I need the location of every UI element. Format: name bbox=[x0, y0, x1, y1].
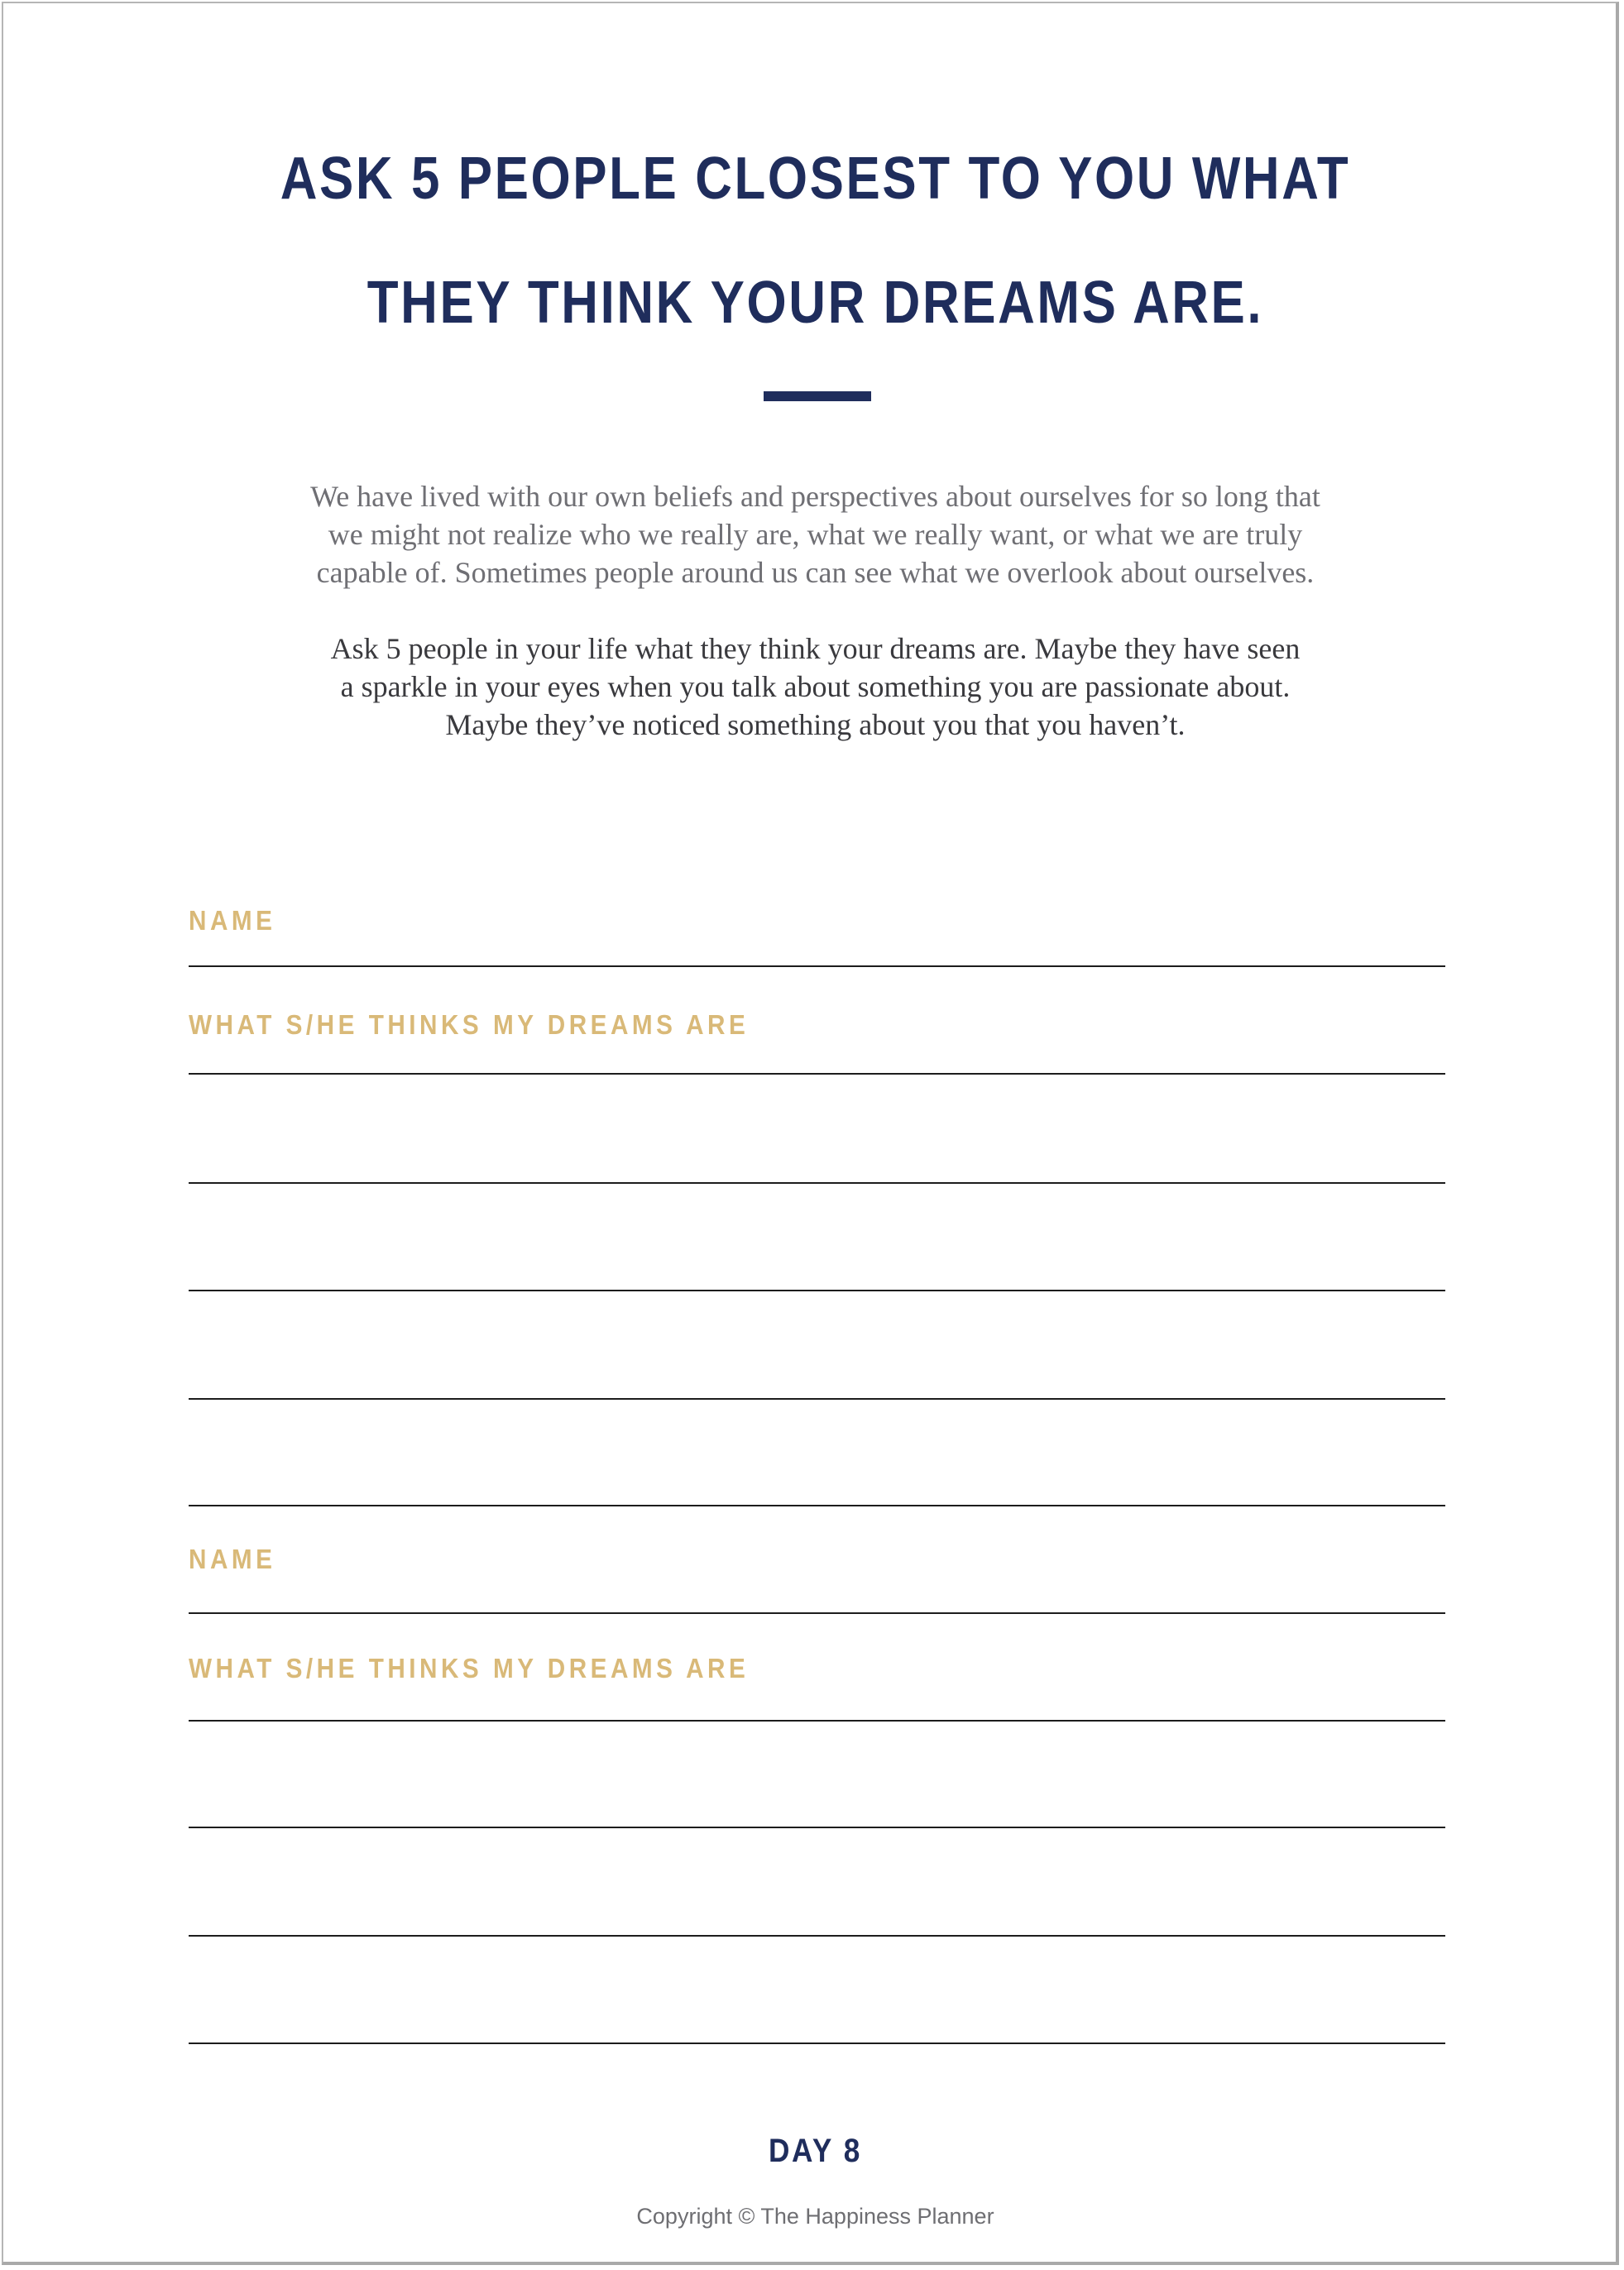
day-label: DAY 8 bbox=[768, 2133, 862, 2169]
title-divider bbox=[764, 391, 871, 401]
dreams-write-line[interactable] bbox=[189, 1290, 1445, 1291]
name-write-line[interactable] bbox=[189, 1612, 1445, 1614]
name-write-line[interactable] bbox=[189, 965, 1445, 967]
page-title-line-2: THEY THINK YOUR DREAMS ARE. bbox=[366, 270, 1264, 336]
intro-paragraph-2-line: Ask 5 people in your life what they think your dreams are. Maybe they have seen bbox=[330, 632, 1301, 665]
dreams-write-line[interactable] bbox=[189, 2043, 1445, 2044]
worksheet-page bbox=[2, 2, 1619, 2265]
dreams-write-line[interactable] bbox=[189, 1398, 1445, 1400]
dreams-label: WHAT S/HE THINKS MY DREAMS ARE bbox=[189, 1653, 750, 1683]
dreams-write-line[interactable] bbox=[189, 1935, 1445, 1937]
page-title-line-1: ASK 5 PEOPLE CLOSEST TO YOU WHAT bbox=[280, 146, 1351, 212]
copyright-notice: Copyright © The Happiness Planner bbox=[636, 2204, 994, 2229]
intro-paragraph-1 bbox=[252, 477, 1379, 591]
name-label: NAME bbox=[189, 1544, 276, 1574]
intro-paragraph-1-line: we might not realize who we really are, what we really want, or what we are truly bbox=[328, 518, 1303, 551]
name-label: NAME bbox=[189, 905, 276, 936]
dreams-write-line[interactable] bbox=[189, 1073, 1445, 1075]
dreams-write-line[interactable] bbox=[189, 1720, 1445, 1722]
dreams-write-line[interactable] bbox=[189, 1182, 1445, 1184]
dreams-label: WHAT S/HE THINKS MY DREAMS ARE bbox=[189, 1009, 750, 1040]
intro-paragraph-1-line: We have lived with our own beliefs and perspectives about ourselves for so long that bbox=[310, 480, 1320, 513]
intro-paragraph-1-line: capable of. Sometimes people around us can see what we overlook about ourselves. bbox=[316, 556, 1315, 589]
dreams-write-line[interactable] bbox=[189, 1827, 1445, 1828]
dreams-write-line[interactable] bbox=[189, 1505, 1445, 1506]
intro-paragraph-2-line: Maybe they’ve noticed something about you that you haven’t. bbox=[445, 708, 1186, 741]
intro-paragraph-2 bbox=[252, 630, 1379, 744]
intro-paragraph-2-line: a sparkle in your eyes when you talk about something you are passionate about. bbox=[340, 670, 1291, 703]
